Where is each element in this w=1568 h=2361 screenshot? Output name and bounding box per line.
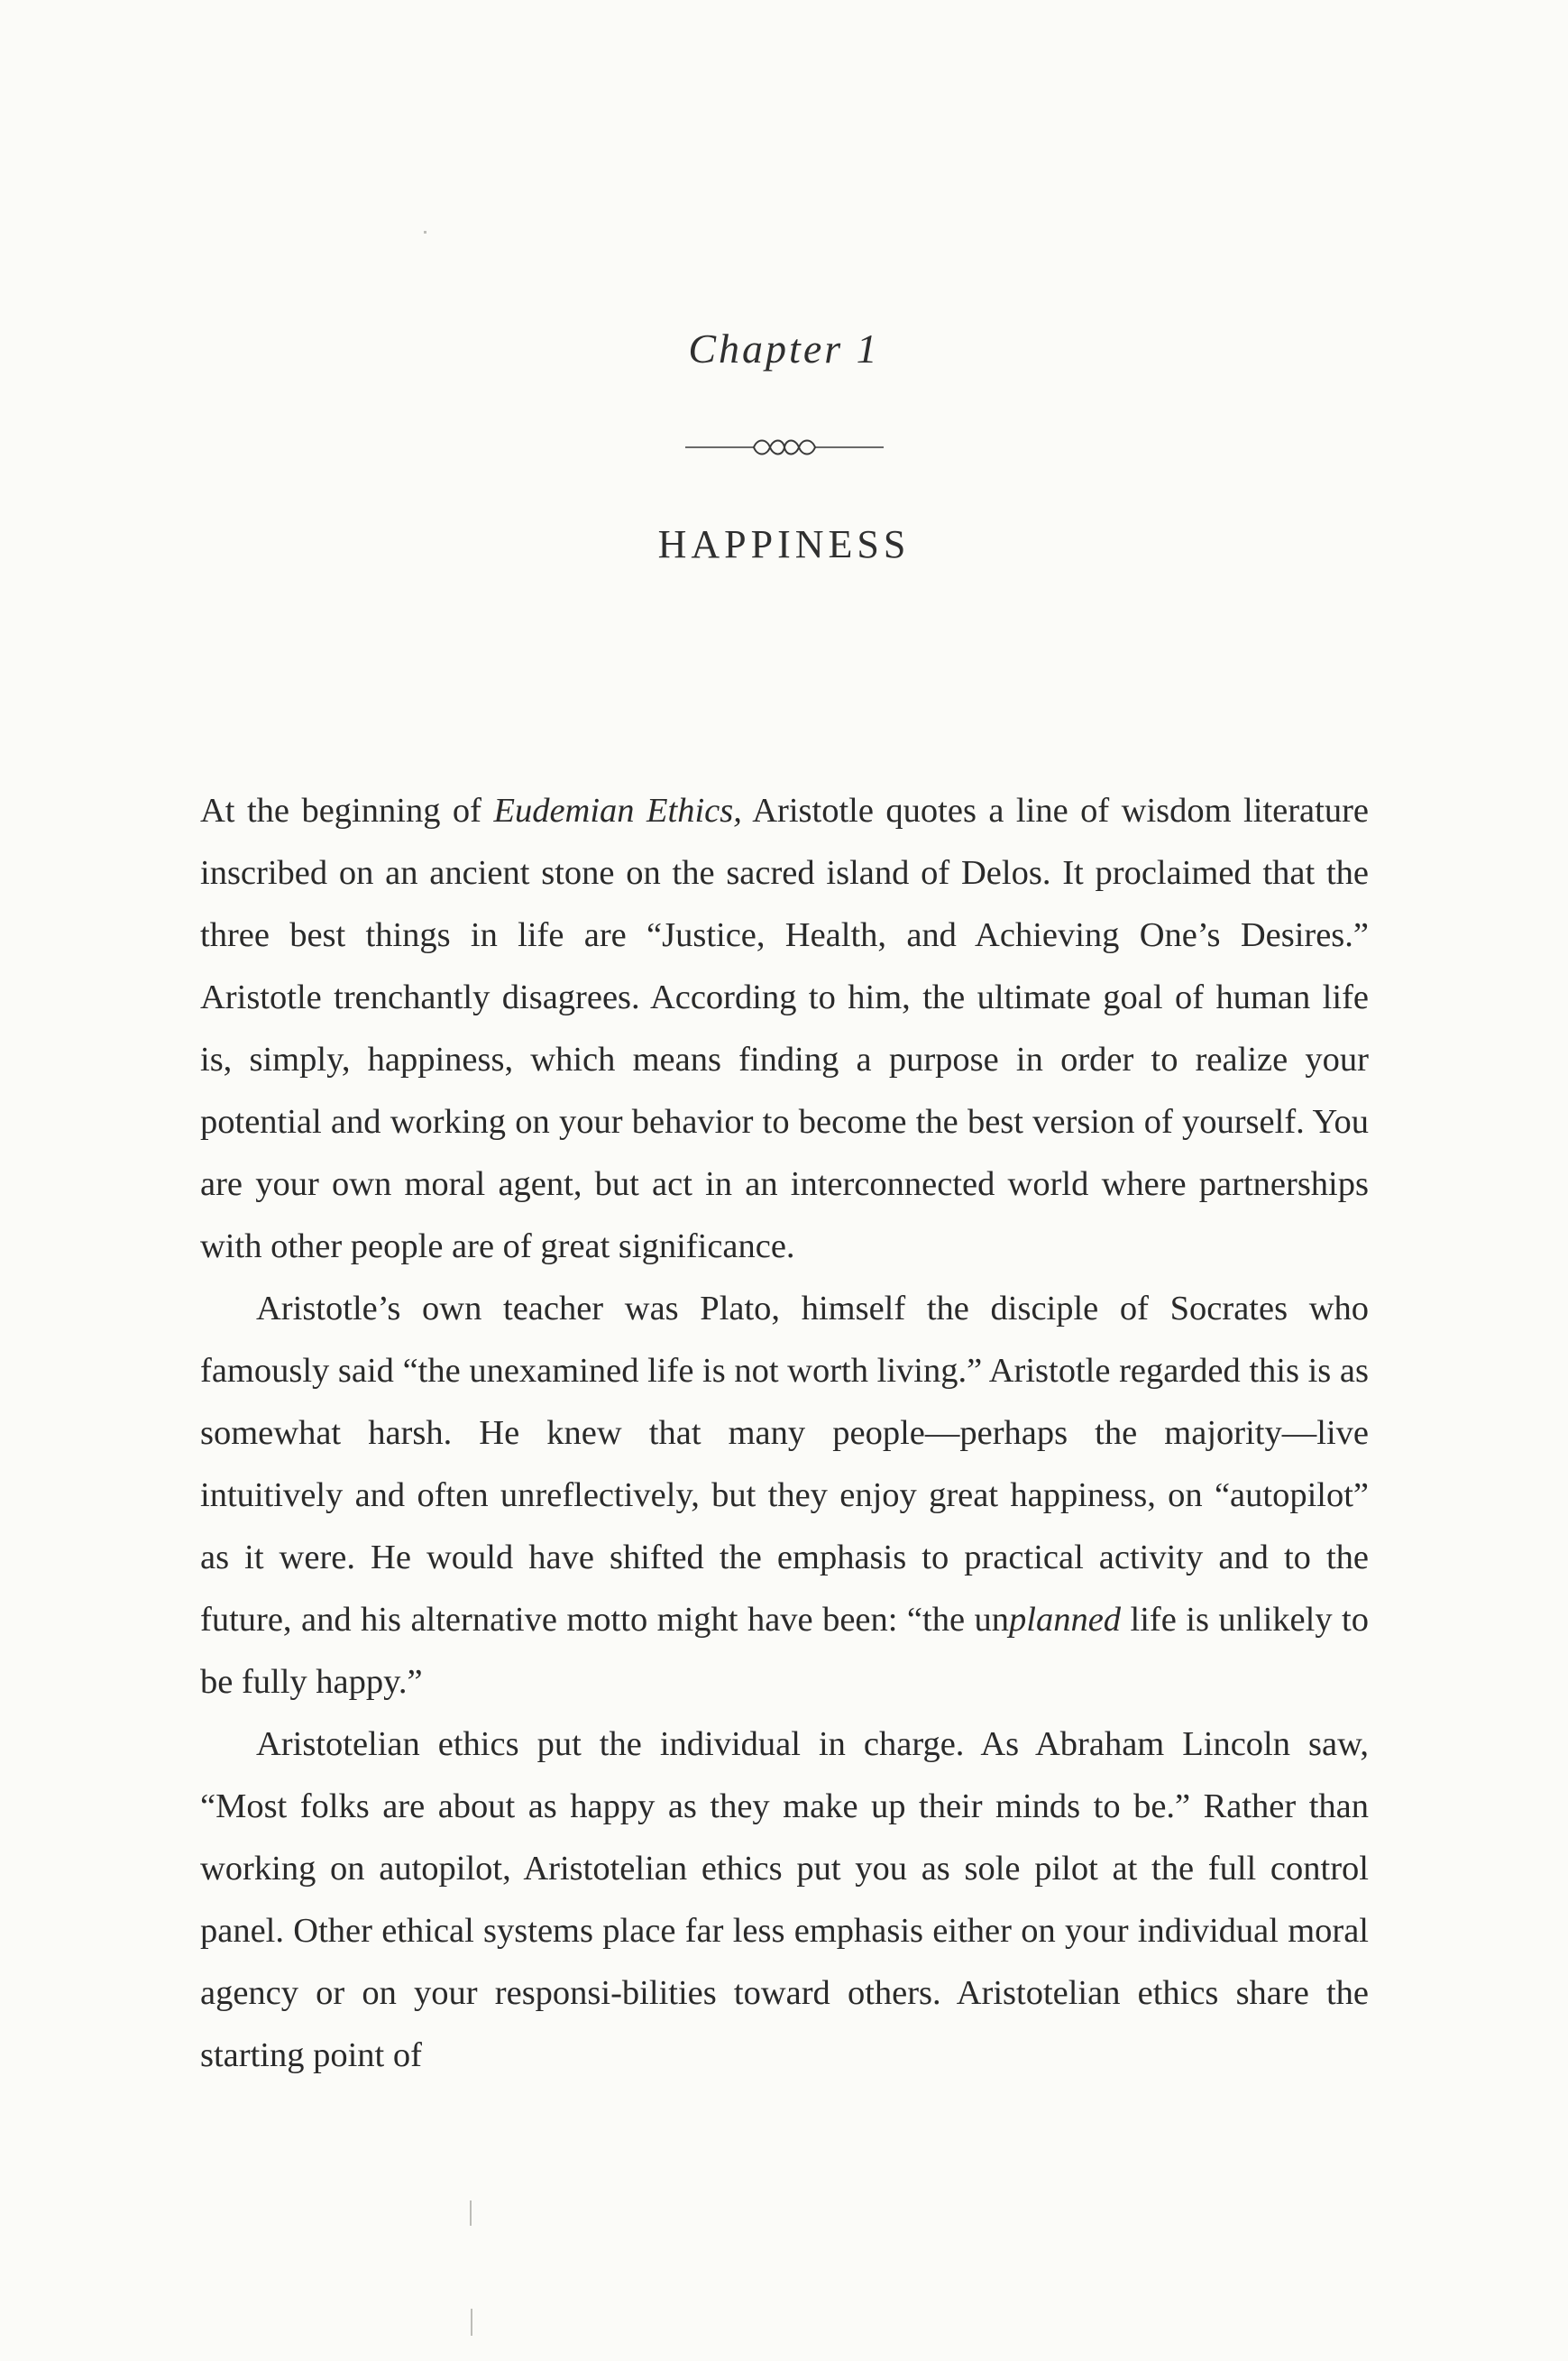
paragraph-2	[200, 1278, 1369, 1713]
scan-speck	[470, 2200, 472, 2226]
chapter-label: Chapter 1	[688, 326, 880, 372]
paragraph-text: life is unlikely to be fully happy.”	[200, 1601, 1369, 1701]
paragraph-text: At the beginning of	[200, 792, 494, 830]
body-text	[200, 780, 1369, 2087]
scan-speck	[424, 231, 426, 234]
paragraph-3	[200, 1713, 1369, 2087]
book-title-italic: Eudemian Ethics,	[493, 792, 742, 830]
paragraph-text: Aristotle quotes a line of wisdom literature inscribed on an ancient stone on the sacred island of Delos. It proclaimed that the three best things in life are “Justice, Health, and Achieving One’s Desires.” Aristotle trenchantly disagrees. According to him, the ultimate goal of human life is, simply, happiness, which means finding a purpose in order to realize your potential and working on your behavior to become the best version of yourself. You are your own moral agent, but act in an interconnected world where partnerships with other people are of great significance.	[200, 792, 1369, 1265]
flourish-ornament-icon	[685, 431, 884, 464]
scan-speck	[471, 2309, 472, 2336]
paragraph-text: Aristotelian ethics put the individual in charge. As Abraham Lincoln saw, “Most folks are about as happy as they make up their minds to be.” Rather than working on autopilot, Aristotelian ethics put you as sole pilot at the full control panel. Other ethical systems place far less emphasis either on your individual moral agency or on your responsi-bilities toward others. Aristotelian ethics share the starting point of	[200, 1725, 1369, 2074]
chapter-title: HAPPINESS	[657, 522, 911, 566]
paragraph-text: Aristotle’s own teacher was Plato, himself the disciple of Socrates who famously said “the unexamined life is not worth living.” Aristotle regarded this is as somewhat harsh. He knew that many people—perhaps the majority—live intuitively and often unreflectively, but they enjoy great happiness, on “autopilot” as it were. He would have shifted the emphasis to practical activity and to the future, and his alternative motto might have been: “the un	[200, 1290, 1369, 1639]
emphasis-italic: planned	[1009, 1601, 1122, 1639]
paragraph-1	[200, 780, 1369, 1278]
